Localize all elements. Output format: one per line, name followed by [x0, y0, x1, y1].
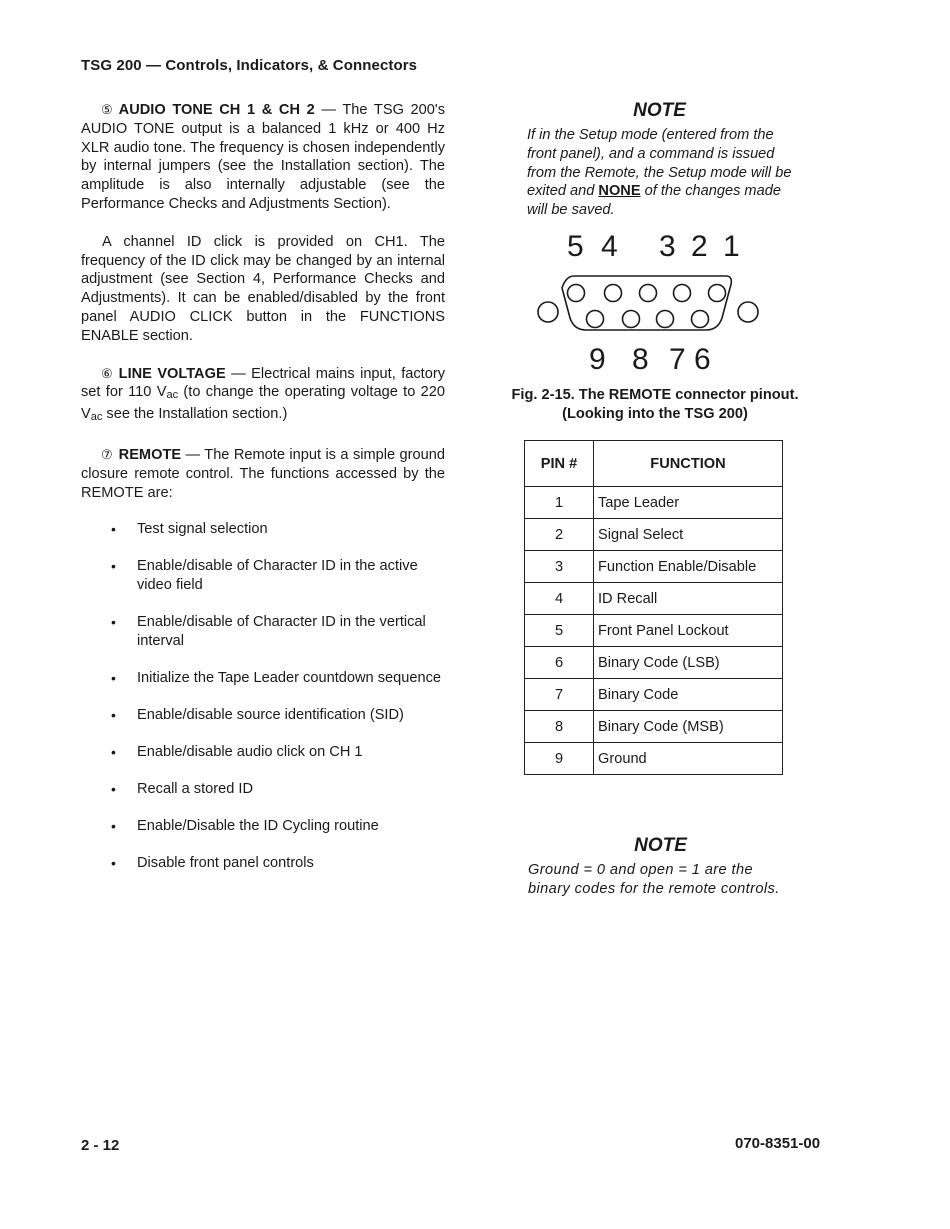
pin-cell: 8: [525, 711, 594, 743]
list-item: • Recall a stored ID: [111, 781, 253, 798]
pin-hole-icon: [709, 285, 726, 302]
table-row: [525, 583, 783, 615]
line-voltage-term: LINE VOLTAGE: [118, 365, 226, 382]
figure-caption-line-2: (Looking into the TSG 200): [562, 406, 748, 422]
pin-cell: 3: [525, 551, 594, 583]
pin-number-label: 7: [669, 343, 686, 376]
pin-cell: 1: [525, 487, 594, 519]
line-voltage-text-a: — Electrical mains input, factory set for 110 V: [81, 365, 445, 401]
table-row: [525, 679, 783, 711]
remote-functions-list: [81, 520, 445, 873]
column-header-pin: PIN #: [525, 441, 594, 487]
function-cell: Binary Code: [594, 679, 783, 711]
pin-number-label: 3: [659, 230, 676, 263]
note-text: If in the Setup mode (entered from the front panel), and a command is issued from the Remote, the Setup mode will be exited and NONE of the changes made will be saved.: [527, 127, 792, 219]
list-item: • Enable/Disable the ID Cycling routine: [111, 818, 379, 835]
bullet-icon: •: [111, 670, 116, 687]
function-cell: ID Recall: [594, 583, 783, 615]
pin-number-label: 9: [589, 343, 606, 376]
pin-cell: 5: [525, 615, 594, 647]
remote-paragraph: [81, 446, 445, 502]
list-item: • Disable front panel controls: [111, 855, 314, 872]
running-head: TSG 200 — Controls, Indicators, & Connectors: [81, 57, 418, 74]
table-row: [525, 711, 783, 743]
pin-hole-icon: [587, 311, 604, 328]
function-cell: Function Enable/Disable: [594, 551, 783, 583]
note-title: NOTE: [634, 835, 687, 856]
bullet-icon: •: [111, 614, 116, 631]
note-emphasis: NONE: [598, 183, 641, 200]
bullet-icon: •: [111, 781, 116, 798]
list-item: • Enable/disable source identification (SID): [111, 707, 404, 724]
pin-cell: 2: [525, 519, 594, 551]
pin-hole-icon: [623, 311, 640, 328]
line-voltage-paragraph: [81, 365, 445, 427]
pin-hole-icon: [657, 311, 674, 328]
function-cell: Ground: [594, 743, 783, 775]
line-voltage-sub-a: ac: [166, 389, 179, 402]
pin-number-label: 5: [567, 230, 584, 263]
bullet-icon: •: [111, 744, 116, 761]
pin-number-label: 4: [601, 230, 618, 263]
channel-id-paragraph: A channel ID click is provided on CH1. The frequency of the ID click may be changed by an internal adjustment (see Section 4, Performance Checks and Adjustments). It can be enabled/disabled by the front panel AUDIO CLICK button in the FUNCTIONS ENABLE section.: [81, 233, 445, 344]
pin-cell: 6: [525, 647, 594, 679]
pin-number-label: 1: [723, 230, 740, 263]
table-row: [525, 615, 783, 647]
list-item: • Enable/disable audio click on CH 1: [111, 744, 363, 761]
mounting-hole-icon: [538, 302, 558, 322]
audio-tone-term: AUDIO TONE CH 1 & CH 2: [118, 102, 315, 118]
function-cell: Binary Code (MSB): [594, 711, 783, 743]
bullet-icon: •: [111, 521, 116, 538]
list-item: • Test signal selection: [111, 521, 268, 538]
line-voltage-sub-b: ac: [90, 411, 103, 424]
list-item: • Initialize the Tape Leader countdown sequence: [111, 670, 441, 687]
pin-hole-icon: [640, 285, 657, 302]
document-number: 070-8351-00: [735, 1135, 821, 1152]
remote-text: — The Remote input is a simple ground closure remote control. The functions accessed by the REMOTE are:: [81, 446, 445, 501]
table-row: [525, 519, 783, 551]
bullet-icon: •: [111, 707, 116, 724]
figure-caption-line-1: Fig. 2-15. The REMOTE connector pinout.: [511, 387, 799, 403]
mounting-hole-icon: [738, 302, 758, 322]
bullet-icon: •: [111, 558, 116, 575]
page-number: 2 - 12: [81, 1137, 120, 1154]
pin-cell: 9: [525, 743, 594, 775]
pin-hole-icon: [692, 311, 709, 328]
column-header-function: FUNCTION: [594, 441, 783, 487]
callout-6-icon: ⑥: [101, 365, 113, 381]
left-column: [81, 101, 445, 891]
table-row: [525, 743, 783, 775]
bullet-icon: •: [111, 855, 116, 872]
table-row: [525, 487, 783, 519]
pin-hole-icon: [605, 285, 622, 302]
pin-number-label: 8: [632, 343, 649, 376]
list-item: • Enable/disable of Character ID in the vertical interval: [111, 614, 426, 650]
pin-number-label: 6: [694, 343, 711, 376]
note-text: Ground = 0 and open = 1 are the binary codes for the remote controls.: [528, 862, 780, 897]
list-item: • Enable/disable of Character ID in the active video field: [111, 558, 418, 594]
function-cell: Front Panel Lockout: [594, 615, 783, 647]
callout-5-icon: ⑤: [101, 102, 113, 117]
table-row: [525, 647, 783, 679]
line-voltage-text-c: see the Installation section.): [102, 406, 288, 423]
line-voltage-text-b: (to change the operating voltage to 220 V: [81, 384, 445, 423]
function-cell: Tape Leader: [594, 487, 783, 519]
binary-code-note: [528, 835, 793, 899]
audio-tone-paragraph: [81, 101, 445, 214]
figure-caption: [490, 386, 820, 424]
pin-hole-icon: [568, 285, 585, 302]
pin-cell: 7: [525, 679, 594, 711]
function-cell: Signal Select: [594, 519, 783, 551]
pin-hole-icon: [674, 285, 691, 302]
note-title: NOTE: [633, 100, 686, 121]
remote-term: REMOTE: [118, 446, 182, 463]
pin-cell: 4: [525, 583, 594, 615]
pin-function-table: [524, 440, 783, 775]
function-cell: Binary Code (LSB): [594, 647, 783, 679]
callout-7-icon: ⑦: [101, 446, 113, 462]
db9-connector-diagram: [530, 226, 770, 376]
table-row: [525, 551, 783, 583]
bullet-icon: •: [111, 818, 116, 835]
pin-number-label: 2: [691, 230, 708, 263]
table-header-row: [525, 441, 783, 487]
audio-tone-text: — The TSG 200's AUDIO TONE output is a balanced 1 kHz or 400 Hz XLR audio tone. The frequency is chosen independently by internal jumpers (see the Installation section). The amplitude is also internally adjustable (see the Performance Checks and Adjustments Section).: [81, 102, 445, 212]
setup-mode-note: [527, 100, 792, 220]
